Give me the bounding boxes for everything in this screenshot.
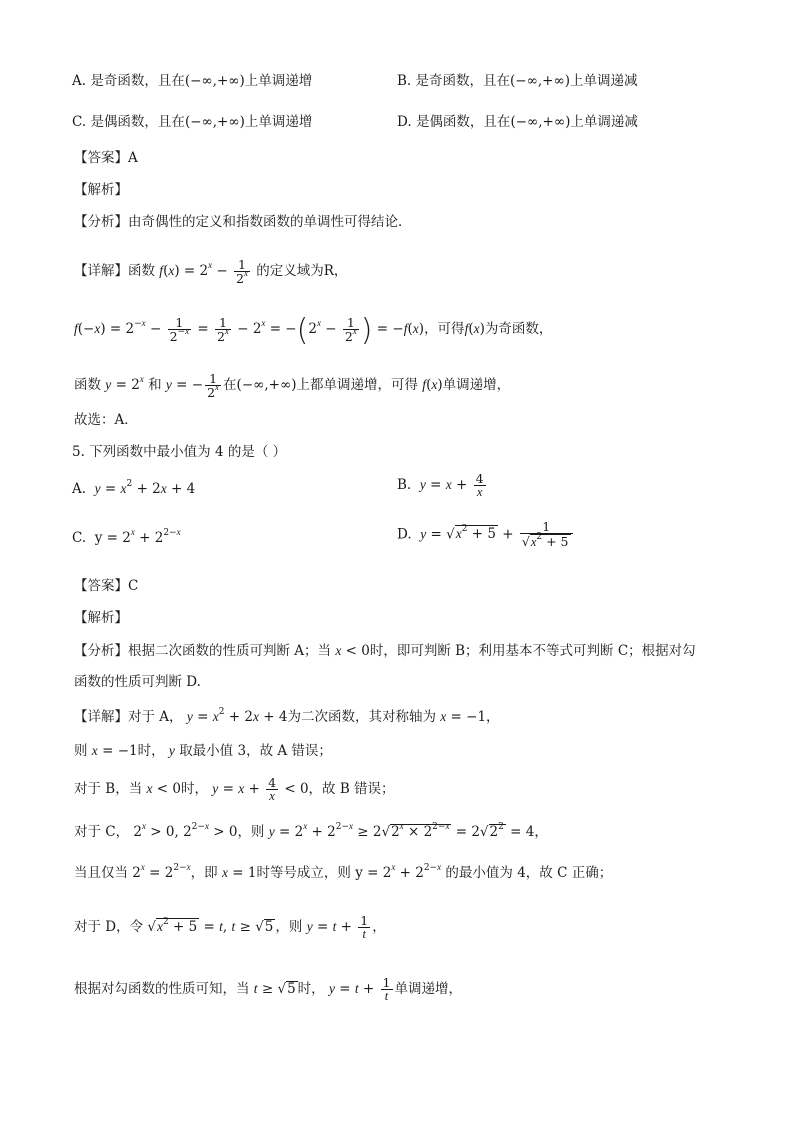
detail-text: ，即 bbox=[190, 865, 218, 881]
detail-text: 取最小值 3，故 A 错误； bbox=[179, 743, 332, 759]
q4-choose: 故选：A． bbox=[74, 412, 138, 428]
q4-detail-line2: $f(-x) = 2^{-x}$ − $\frac{1}{2^{-x}}$ = $\frac{1}{2^x}$ − $2^x = -(2^x$ − $\frac{1}{2^x}$ ) = −f(x)，可得f(x)为奇函数， bbox=[74, 313, 553, 349]
q5-fenxi-line1: 【分析】根据二次函数的性质可判断 A；当 x < 0时，即可判断 B；利用基本不等式可判断 C；根据对勾 bbox=[74, 643, 696, 659]
detail-text: 和 bbox=[148, 377, 162, 394]
detail-text: 对于 D，令 bbox=[74, 919, 144, 936]
q5-analysis-heading: 【解析】 bbox=[74, 610, 128, 626]
q4-detail-line3: 函数 $y = 2^x$ 和 y = − $\frac{1}{2^x}$ 在(−∞,+∞)上都单调递增，可得 f(x)单调递增， bbox=[74, 371, 511, 401]
detail-text: 时， bbox=[297, 981, 325, 998]
q5-fenxi-line2: 函数的性质可判断 D. bbox=[74, 674, 201, 690]
option-text: 是偶函数，且在 bbox=[90, 114, 185, 130]
q4-option-c: C. 是偶函数，且在(−∞,+∞)上单调递增 bbox=[72, 114, 313, 130]
q5-detail-d: 对于 C， $2^x > 0$, $2^{2-x} > 0$，则 $y = 2^x + 2^{2-x} \ge 2√2^x \times 2^{2-x} = 2√2^2 = 4$， bbox=[74, 821, 548, 840]
q4-option-b: B. 是奇函数，且在(−∞,+∞)上单调递减 bbox=[397, 73, 638, 89]
option-label: C. bbox=[72, 114, 87, 130]
option-text: 上单调递增 bbox=[244, 73, 313, 89]
q4-analysis-heading: 【解析】 bbox=[74, 182, 128, 198]
detail-text: 【分析】根据二次函数的性质可判断 A；当 bbox=[74, 643, 332, 659]
fraction: $\frac{1}{2^x}$ bbox=[236, 257, 248, 287]
option-label: A. bbox=[72, 73, 87, 89]
detail-text: ，则 bbox=[275, 919, 303, 936]
option-label: A. bbox=[72, 481, 87, 497]
q5-answer: 【答案】C bbox=[74, 578, 139, 594]
detail-text: 时，即可判断 B；利用基本不等式可判断 C；根据对勾 bbox=[369, 643, 696, 659]
detail-text: 时， bbox=[181, 781, 208, 798]
option-label: C. bbox=[72, 530, 87, 546]
q4-fenxi: 【分析】由奇偶性的定义和指数函数的单调性可得结论． bbox=[74, 214, 412, 230]
detail-text: 在 bbox=[223, 377, 237, 394]
option-text: 是奇函数，且在 bbox=[415, 73, 511, 89]
detail-text: 的定义域为R， bbox=[256, 263, 348, 280]
detail-text: 时等号成立，则 bbox=[256, 865, 351, 881]
detail-text: 对于 B，当 bbox=[74, 781, 143, 798]
option-text: 上单调递减 bbox=[570, 114, 638, 130]
option-text: 是奇函数，且在 bbox=[90, 73, 185, 89]
option-label: B. bbox=[397, 73, 412, 89]
detail-text: ，可得 bbox=[424, 321, 465, 338]
option-label: D. bbox=[397, 526, 412, 543]
detail-text: 为奇函数， bbox=[484, 321, 553, 338]
q5-detail-f: 对于 D，令 $√x^2 + 5 = t$, t ≥ √5 ，则 y = t + $\frac{1}{t}$ ， bbox=[74, 913, 386, 942]
detail-text: 单调递增， bbox=[442, 377, 511, 394]
detail-text: 为二次函数，其对称轴为 bbox=[287, 709, 436, 725]
detail-text: 函数 bbox=[74, 377, 101, 394]
option-label: D. bbox=[397, 114, 412, 130]
detail-text: ，则 bbox=[237, 824, 265, 840]
detail-text: 根据对勾函数的性质可知，当 bbox=[74, 981, 250, 998]
detail-text: 时， bbox=[137, 743, 165, 759]
q5-detail-a: 【详解】对于 A， $y = x^2 + 2x + 4$为二次函数，其对称轴为 x = −1， bbox=[74, 707, 500, 725]
detail-text: ，故 B 错误； bbox=[308, 781, 395, 798]
q5-stem: 5. 下列函数中最小值为 4 的是（ ） bbox=[72, 444, 287, 460]
detail-text: 当且仅当 bbox=[74, 865, 128, 881]
option-label: B. bbox=[397, 477, 412, 494]
q5-detail-e: 当且仅当 $2^x = 2^{2-x}$，即 x = 1时等号成立，则 $y = 2^x + 2^{2-x}$ 的最小值为 4，故 C 正确； bbox=[74, 862, 613, 881]
detail-text: 【详解】函数 bbox=[74, 263, 155, 280]
option-text: 上单调递增 bbox=[244, 114, 313, 130]
q5-detail-b: 则 x = −1时， y 取最小值 3，故 A 错误； bbox=[74, 743, 332, 759]
option-text: 是偶函数，且在 bbox=[415, 114, 511, 130]
detail-text: 单调递增， bbox=[394, 981, 462, 998]
q5-detail-c: 对于 B，当 x < 0时， y = x + $\frac{4}{x}$ < 0，故 B 错误； bbox=[74, 775, 395, 804]
q4-option-d: D. 是偶函数，且在(−∞,+∞)上单调递减 bbox=[397, 114, 638, 130]
detail-text: 的最小值为 4，故 C 正确； bbox=[445, 865, 613, 881]
detail-text: 则 bbox=[74, 743, 88, 759]
option-text: 上单调递减 bbox=[569, 73, 638, 89]
detail-text: 【详解】对于 A， bbox=[74, 709, 183, 725]
q4-detail-line1: 【详解】函数 $f(x) = 2^x$ − $\frac{1}{2^x}$ 的定义域为R， bbox=[74, 257, 348, 287]
q5-option-a: A. $y = x^2 + 2x + 4$ bbox=[72, 479, 196, 497]
q4-answer: 【答案】A bbox=[74, 150, 138, 166]
detail-text: 上都单调递增，可得 bbox=[296, 377, 418, 394]
q5-option-b: B. y = x + $\frac{4}{x}$ bbox=[397, 471, 484, 500]
detail-text: 对于 C， bbox=[74, 824, 130, 840]
q4-option-a: A. 是奇函数，且在(−∞,+∞)上单调递增 bbox=[72, 73, 313, 89]
q5-option-c: C. $y = 2^x + 2^{2-x}$ bbox=[72, 527, 181, 546]
q5-detail-g: 根据对勾函数的性质可知，当 t ≥ √5 时， y = t + $\frac{1}{t}$ 单调递增， bbox=[74, 975, 462, 1004]
q5-option-d: D. $y = √x^2 + 5$ + $\frac{1}{√x^2 + 5}$ bbox=[397, 520, 575, 550]
